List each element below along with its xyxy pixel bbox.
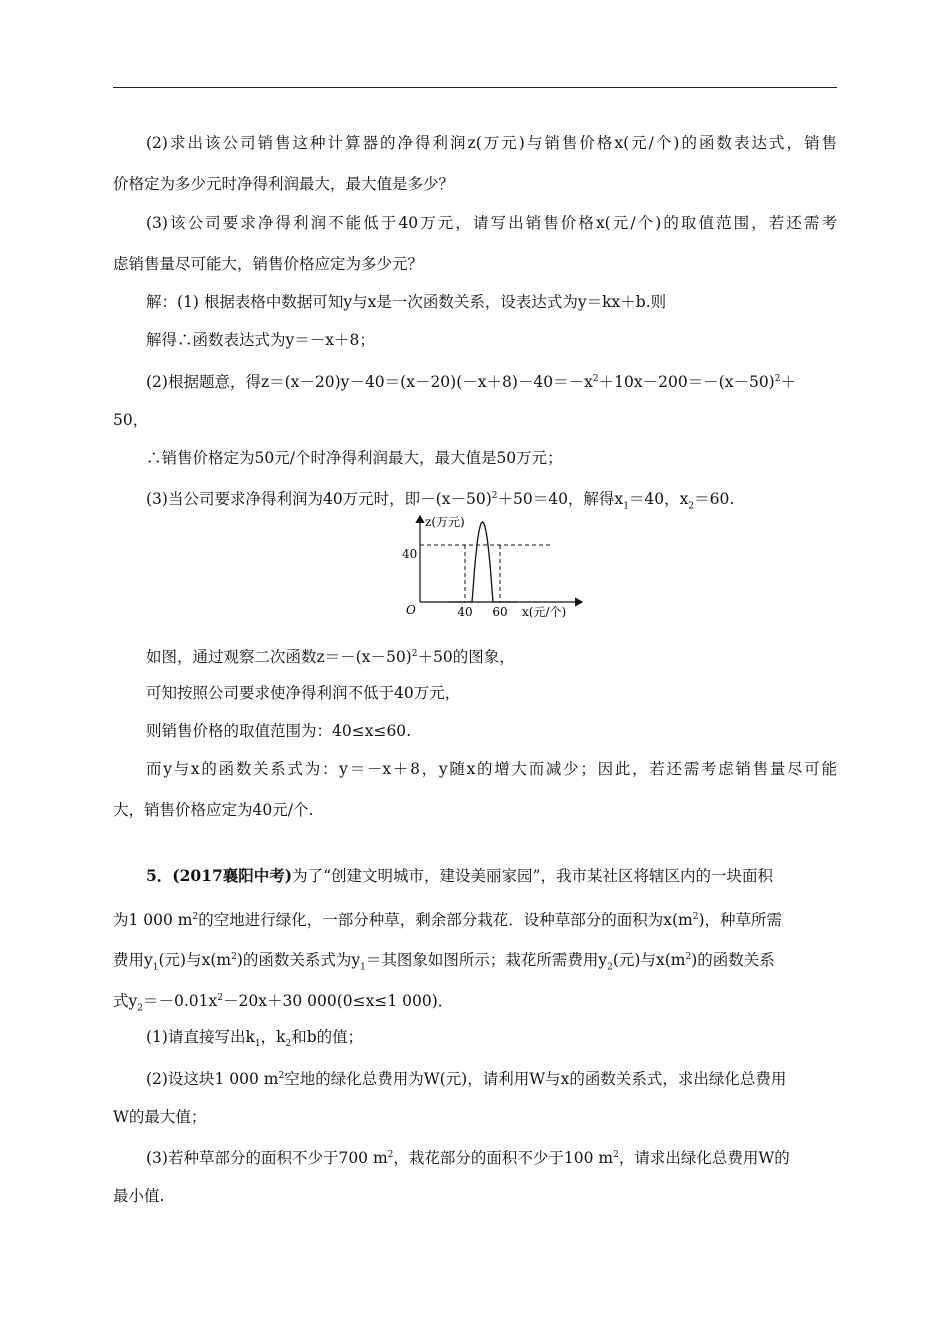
observation-4-line-1: 而y与x的函数关系式为：y＝－x＋8，y随x的增大而减少；因此，若还需考虑销售量尽可能 [146,760,837,778]
observation-2: 可知按照公司要求使净得利润不低于40万元， [146,684,461,702]
header-rule [113,87,837,88]
observation-4-line-2: 大，销售价格应定为40元/个. [113,801,314,819]
problem-5-line-2: 为1 000 $m^2$的空地进行绿化，一部分种草，剩余部分栽花．设种草部分的面积为$x(m^2)$，种草所需 [113,911,783,930]
problem-5-line-4: 式$y_2=-0.01x^2-20x+30$ 000(0≤x≤1 000)． [113,992,454,1014]
origin-label: O [406,603,416,617]
x-tick-40: 40 [457,605,473,618]
solution-1: 解：(1) 根据表格中数据可知y与x是一次函数关系，设表达式为y＝kx＋b.则 [146,293,667,311]
problem-5-question-2-line-1: (2)设这块1 000 $m^2$空地的绿化总费用为W(元)，请利用W与x的函数关系式，求出绿化总费用 [146,1070,787,1089]
problem-5-question-3-line-2: 最小值. [113,1187,165,1205]
problem-5-line-1: 5．(2017襄阳中考)为了“创建文明城市，建设美丽家园”，我市某社区将辖区内的一块面积 [146,866,773,885]
solution-2-conclusion: ∴销售价格定为50元/个时净得利润最大，最大值是50万元； [146,449,563,467]
y-tick-40: 40 [402,547,418,561]
solution-2-line-2: 50， [113,411,149,429]
problem-5-question-1: (1)请直接写出$k_1$，$k_2$和b的值； [146,1028,364,1050]
question-3-line-1: (3)该公司要求净得利润不能低于40万元，请写出销售价格x(元/个)的取值范围，若还需考 [146,214,837,232]
problem-5-line-3: 费用$y_1$(元)与$x(m^2)$的函数关系式为$y_1=$其图象如图所示；栽花所需费用$y_2$(元)与$x(m^2)$的函数关系 [113,951,775,973]
parabola-curve [448,522,518,602]
question-2-line-2: 价格定为多少元时净得利润最大，最大值是多少？ [113,175,455,193]
x-axis-label: x(元/个) [522,605,567,618]
parabola-graph [400,508,590,618]
y-axis-label: z(万元) [425,515,465,529]
problem-5-question-3-line-1: (3)若种草部分的面积不少于700 $m^2$，栽花部分的面积不少于100 $m^2$，请求出绿化总费用W的 [146,1149,790,1168]
solution-3: (3)当公司要求净得利润为40万元时，即$-(x-50)^2+50=40$，解得$x_1=40$，$x_2=60$. [146,490,735,512]
question-2-line-1: (2)求出该公司销售这种计算器的净得利润z(万元)与销售价格x(元/个)的函数表达式，销售 [146,134,837,152]
problem-5-question-2-line-2: W的最大值； [113,1108,207,1126]
solution-2-line-1: (2)根据题意，得$z=(x-20)y-40=(x-20)(-x+8)-40=-x^2+10x-200=-(x-50)^2+$ [146,373,796,392]
observation-1: 如图，通过观察二次函数$z=-(x-50)^2+50$的图象， [146,648,515,667]
question-3-line-2: 虑销售量尽可能大，销售价格应定为多少元？ [113,255,424,273]
observation-3: 则销售价格的取值范围为：40≤x≤60. [146,722,412,740]
parabola-figure [400,508,590,618]
solution-1-result: 解得∴函数表达式为y＝－x＋8； [146,331,375,349]
x-tick-60: 60 [492,605,508,618]
